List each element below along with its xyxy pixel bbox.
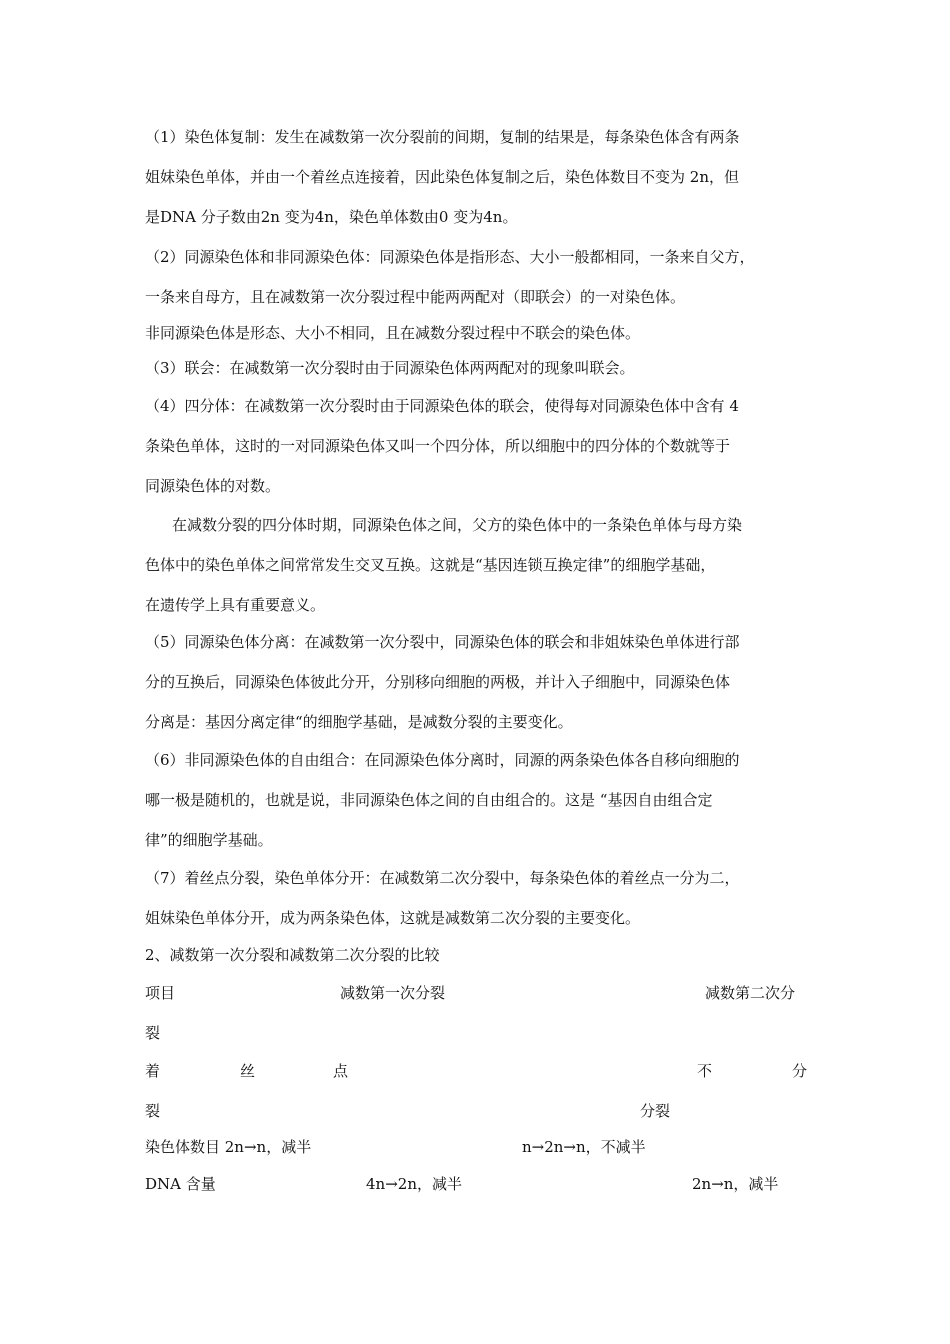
crossover-paragraph-line-3: 在遗传学上具有重要意义。 [145,596,326,614]
paragraph-2-line-2: 一条来自母方，且在减数第一次分裂过程中能两两配对（即联会）的一对染色体。 [145,288,686,306]
crossover-paragraph-line-2: 色体中的染色单体之间常常发生交叉互换。这就是“基因连锁互换定律”的细胞学基础， [145,556,716,574]
dna-content-first: 4n→2n，减半 [366,1175,462,1193]
chromosome-number-second: n→2n→n，不减半 [522,1138,646,1156]
section-heading: 2、减数第一次分裂和减数第二次分裂的比较 [145,946,440,964]
centromere-char-3: 点 [333,1062,349,1080]
dna-content-label: DNA 含量 [145,1175,216,1193]
centromere-char-2: 丝 [240,1062,256,1080]
header-second-division: 减数第二次分 [705,984,796,1002]
paragraph-4-line-3: 同源染色体的对数。 [145,477,281,495]
centromere-char-1: 着 [145,1062,161,1080]
paragraph-4-line-1: （4）四分体：在减数第一次分裂时由于同源染色体的联会，使得每对同源染色体中含有 4 [145,397,739,415]
centromere-char-5: 分 [792,1062,808,1080]
centromere-char-4: 不 [697,1062,713,1080]
paragraph-2-line-1: （2）同源染色体和非同源染色体：同源染色体是指形态、大小一般都相同，一条来自父方， [145,248,755,266]
paragraph-5-line-2: 分的互换后，同源染色体彼此分开，分别移向细胞的两极，并计入子细胞中，同源染色体 [145,673,731,691]
chromosome-number-row: 染色体数目 2n→n，减半 [145,1138,312,1156]
paragraph-7-line-1: （7）着丝点分裂，染色单体分开：在减数第二次分裂中，每条染色体的着丝点一分为二， [145,869,740,887]
dna-content-second: 2n→n，减半 [692,1175,779,1193]
paragraph-6-line-3: 律”的细胞学基础。 [145,831,273,849]
paragraph-1-line-2: 姐妹染色单体，并由一个着丝点连接着，因此染色体复制之后，染色体数目不变为 2n，但 [145,168,739,186]
centromere-wrap-1: 裂 [145,1102,161,1120]
paragraph-7-line-2: 姐妹染色单体分开，成为两条染色体，这就是减数第二次分裂的主要变化。 [145,909,641,927]
paragraph-1-line-1: （1）染色体复制：发生在减数第一次分裂前的间期，复制的结果是，每条染色体含有两条 [145,128,740,146]
centromere-wrap-2: 分裂 [640,1102,671,1120]
paragraph-6-line-1: （6）非同源染色体的自由组合：在同源染色体分离时，同源的两条染色体各自移向细胞的 [145,751,740,769]
paragraph-6-line-2: 哪一极是随机的，也就是说，非同源染色体之间的自由组合的。这是 “基因自由组合定 [145,791,713,809]
paragraph-4-line-2: 条染色单体，这时的一对同源染色体又叫一个四分体，所以细胞中的四分体的个数就等于 [145,437,731,455]
header-second-division-wrap: 裂 [145,1024,161,1042]
header-first-division: 减数第一次分裂 [340,984,446,1002]
paragraph-3: （3）联会：在减数第一次分裂时由于同源染色体两两配对的现象叫联会。 [145,359,635,377]
paragraph-5-line-3: 分离是：基因分离定律“的细胞学基础，是减数分裂的主要变化。 [145,713,573,731]
header-item: 项目 [145,984,176,1002]
crossover-paragraph-line-1: 在减数分裂的四分体时期，同源染色体之间，父方的染色体中的一条染色单体与母方染 [172,516,743,534]
paragraph-1-line-3: 是DNA 分子数由2n 变为4n，染色单体数由0 变为4n。 [145,208,518,226]
paragraph-2-line-3: 非同源染色体是形态、大小不相同，且在减数分裂过程中不联会的染色体。 [145,324,641,342]
paragraph-5-line-1: （5）同源染色体分离：在减数第一次分裂中，同源染色体的联会和非姐妹染色单体进行部 [145,633,740,651]
